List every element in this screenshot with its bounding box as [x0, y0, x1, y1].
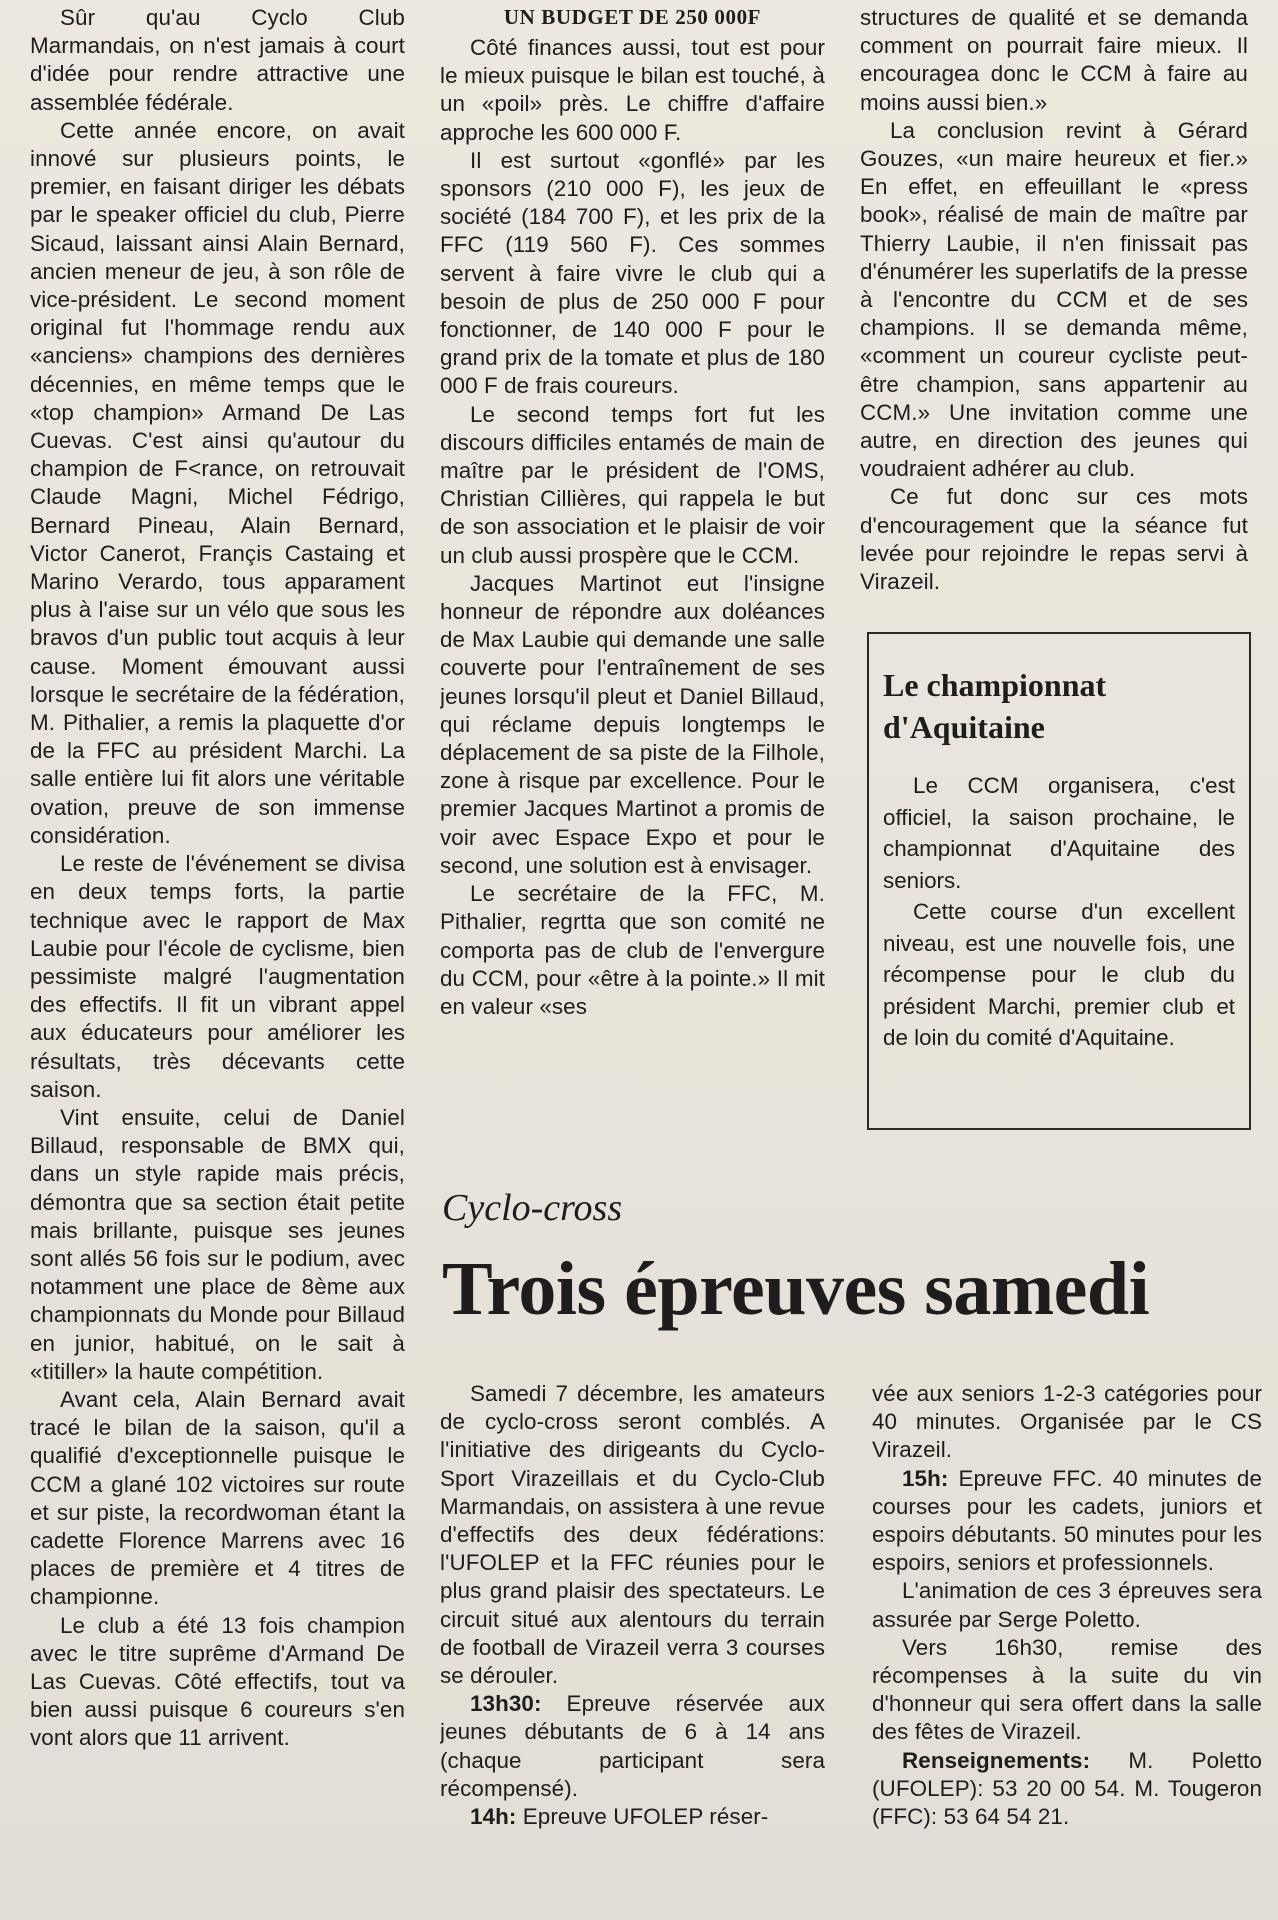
article-column-2 [440, 4, 825, 1129]
paragraph [440, 1690, 825, 1803]
paragraph [440, 1803, 825, 1831]
paragraph: Avant cela, Alain Bernard avait tracé le bilan de la saison, qu'il a qualifié d'exceptionnelle puisque le CCM a glané 102 victoires sur route et sur piste, la recordwoman étant la cadette Florence Marrens avec 16 places de première et 4 titres de championne. [30, 1386, 405, 1610]
article-column-1 [30, 4, 405, 1874]
article-column-4 [440, 1380, 825, 1890]
paragraph: Jacques Martinot eut l'insigne honneur de répondre aux doléances de Max Laubie qui demande une salle couverte pour l'entraînement de ses jeunes lorsqu'il pleut et Daniel Billaud, qui réclame depuis longtemps le déplacement de sa piste de la Filhole, zone à risque par excellence. Pour le premier Jacques Martinot a promis de voir avec Espace Expo et pour le second, une solution est à envisager. [440, 570, 825, 878]
section-subhead: UN BUDGET DE 250 000F [503, 5, 762, 29]
paragraph [872, 1465, 1262, 1578]
article-column-3 [860, 4, 1248, 619]
paragraph-text: Epreuve UFOLEP réser- [516, 1804, 769, 1830]
paragraph: Le club a été 13 fois champion avec le titre suprême d'Armand De Las Cuevas. Côté effectifs, tout va bien aussi puisque 6 coureurs s'en vont alors que 11 arrivent. [30, 1612, 405, 1751]
paragraph: structures de qualité et se demanda comment on pourrait faire mieux. Il encouragea donc le CCM à faire au moins aussi bien.» [860, 5, 1248, 115]
paragraph: Cette année encore, on avait innové sur plusieurs points, le premier, en faisant diriger les débats par le speaker officiel du club, Pierre Sicaud, laissant ainsi Alain Bernard, ancien meneur de jeu, à son rôle de vice-président. Le second moment original fut l'hommage rendu aux «anciens» champions des dernières décennies, en même temps que le «top champion» Armand De Las Cuevas. C'est ainsi qu'autour du champion de F<rance, on retrouvait Claude Magni, Michel Fédrigo, Bernard Pineau, Alain Bernard, Victor Canerot, Françis Castaing et Marino Verardo, tous apparament plus à l'aise sur un vélo que sous les bravos d'un public tout acquis à leur cause. Moment émouvant aussi lorsque le secrétaire de la fédération, M. Pithalier, a remis la plaquette d'or de la FFC au président Marchi. La salle entière lui fit alors une véritable ovation, preuve de son immense considération. [30, 117, 405, 848]
paragraph: Samedi 7 décembre, les amateurs de cyclo-cross seront comblés. A l'initiative des dirigeants du Cyclo-Sport Virazeillais et du Cyclo-Club Marmandais, on assistera à une revue d'effectifs des deux fédérations: l'UFOLEP et la FFC réunies pour le plus grand plaisir des spectateurs. Le circuit situé aux alentours du terrain de football de Virazeil verra 3 courses se dérouler. [440, 1381, 825, 1689]
paragraph-text: Epreuve FFC. 40 minutes de courses pour les cadets, juniors et espoirs débutants. 50 minutes pour les espoirs, seniors et professionnels. [872, 1465, 1262, 1576]
headline: Trois épreuves samedi [442, 1247, 1150, 1331]
paragraph: Le secrétaire de la FFC, M. Pithalier, regrtta que son comité ne comporta pas de club de l'envergure du CCM, pour «être à la pointe.» Il mit en valeur «ses [440, 881, 825, 1019]
paragraph: Vint ensuite, celui de Daniel Billaud, responsable de BMX qui, dans un style rapide mais précis, démontra que sa section était petite mais brillante, puisque ses jeunes sont allés 56 fois sur le podium, avec notamment une place de 8ème aux championnats du Monde pour Billaud en junior, habitué, on le sait à «titiller» la haute compétition. [30, 1104, 405, 1384]
time-label: 15h: [902, 1465, 949, 1491]
paragraph: Le reste de l'événement se divisa en deux temps forts, la partie technique avec le rapport de Max Laubie pour l'école de cyclisme, bien pessimiste malgré l'augmentation des effectifs. Il fit un vibrant appel aux éducateurs pour améliorer les résultats, très décevants cette saison. [30, 851, 405, 1102]
paragraph: Cette course d'un excellent niveau, est une nouvelle fois, une récompense pour le club du président Marchi, premier club et de loin du comité d'Aquitaine. [883, 899, 1235, 1050]
time-label: 14h: [470, 1804, 517, 1830]
time-label: 13h30: [470, 1691, 542, 1717]
paragraph-text: Epreuve réservée aux jeunes débutants de 6 à 14 ans (chaque participant sera récompensé). [440, 1691, 825, 1801]
paragraph: Vers 16h30, remise des récompenses à la suite du vin d'honneur qui sera offert dans la salle des fêtes de Virazeil. [872, 1634, 1262, 1745]
paragraph: L'animation de ces 3 épreuves sera assurée par Serge Poletto. [872, 1578, 1262, 1632]
box-title: Le championnat d'Aquitaine [883, 667, 1107, 745]
paragraph: Côté finances aussi, tout est pour le mieux puisque le bilan est touché, à un «poil» près. Le chiffre d'affaire approche les 600 000 F. [440, 35, 825, 145]
paragraph: La conclusion revint à Gérard Gouzes, «un maire heureux et fier.» En effet, en effeuillant le «press book», réalisé de main de maître par Thierry Laubie, il n'en finissait pas d'énumérer les superlatifs de la presse à l'encontre du CCM et de ses champions. Il se demanda même, «comment un coureur cycliste peut-être champion, sans appartenir au CCM.» Une invitation comme une autre, en direction des jeunes qui voudraient adhérer au club. [860, 117, 1248, 482]
section-kicker: Cyclo-cross [442, 1187, 623, 1229]
paragraph: Le second temps fort fut les discours difficiles entamés de main de maître par le président de l'OMS, Christian Cillières, qui rappela le but de son association et le plaisir de voir un club aussi prospère que le CCM. [440, 401, 825, 568]
info-label: Renseignements: [902, 1747, 1091, 1773]
paragraph: Le CCM organisera, c'est officiel, la saison prochaine, le championnat d'Aquitaine des seniors. [883, 773, 1235, 893]
paragraph: Ce fut donc sur ces mots d'encouragement que la séance fut levée pour rejoindre le repas servi à Virazeil. [860, 484, 1248, 595]
paragraph-text: M. Poletto (UFOLEP): 53 20 00 54. M. Tougeron (FFC): 53 64 54 21. [872, 1747, 1262, 1830]
sidebar-box [867, 632, 1251, 1130]
paragraph: Il est surtout «gonflé» par les sponsors (210 000 F), les jeux de société (184 700 F), et les prix de la FFC (119 560 F). Ces sommes servent à faire vivre le club qui a besoin de plus de 250 000 F pour fonctionner, de 140 000 F pour le grand prix de la tomate et plus de 180 000 F de frais coureurs. [440, 147, 825, 399]
paragraph [872, 1747, 1262, 1832]
paragraph: vée aux seniors 1-2-3 catégories pour 40 minutes. Organisée par le CS Virazeil. [872, 1381, 1262, 1463]
article-column-5 [872, 1380, 1262, 1890]
paragraph: Sûr qu'au Cyclo Club Marmandais, on n'est jamais à court d'idée pour rendre attractive une assemblée fédérale. [30, 5, 405, 115]
